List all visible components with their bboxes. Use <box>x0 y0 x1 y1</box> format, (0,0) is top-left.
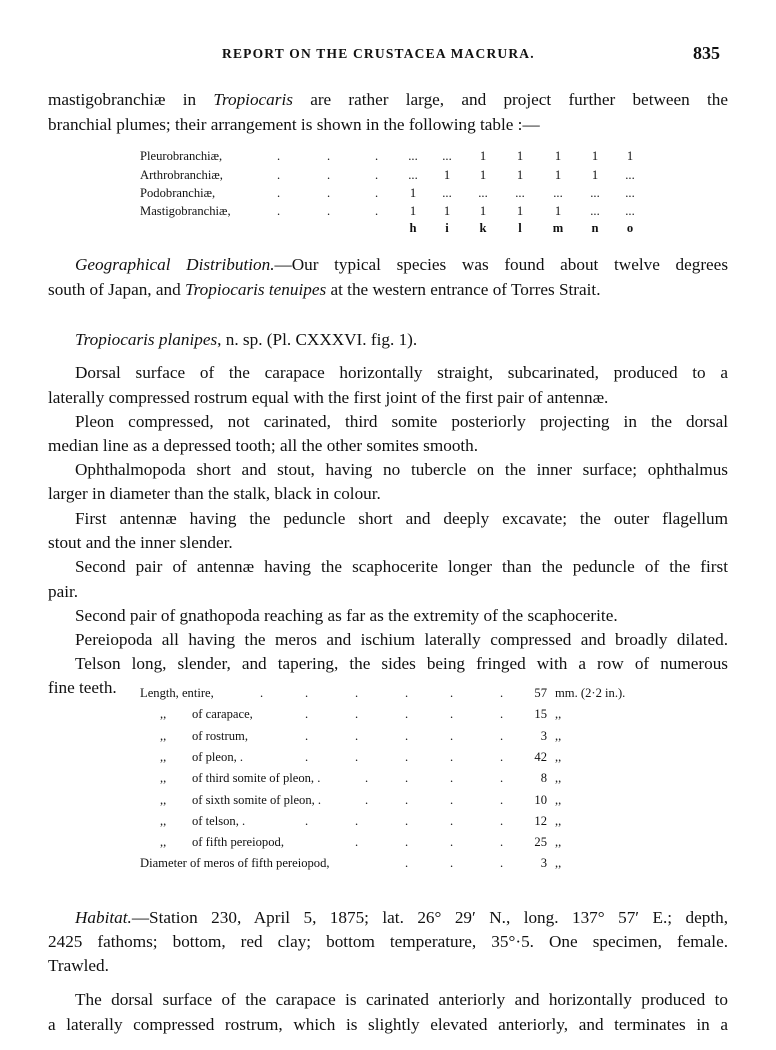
gill-cell: 1 <box>554 149 562 163</box>
measurement-value: 3 <box>540 728 547 743</box>
gill-cell: 1 <box>443 204 451 218</box>
leader-dot: . <box>500 771 504 786</box>
text-line <box>48 90 728 110</box>
text-line <box>75 908 728 928</box>
text-span: fine teeth. <box>48 678 117 697</box>
italic-text: Tropiocaris <box>213 90 293 109</box>
ditto-mark: ,, <box>160 835 167 850</box>
measurement-label: of rostrum, <box>192 728 248 743</box>
leader-dot: . <box>405 792 409 807</box>
text-span: Telson long, slender, and tapering, the sides being fringed with a row of numerous <box>75 654 728 673</box>
leader-dot: . <box>355 686 359 700</box>
text-line <box>75 654 728 674</box>
measurement-value: 15 <box>534 707 547 722</box>
leader-dot: . <box>327 149 331 163</box>
italic-text: Tropiocaris tenuipes <box>185 280 327 299</box>
ditto-mark: ,, <box>160 749 167 764</box>
measurement-label: Length, entire, <box>140 686 214 700</box>
measurement-value: 10 <box>534 792 547 807</box>
text-span: median line as a depressed tooth; all the other somites smooth. <box>48 436 479 455</box>
text-span: Ophthalmopoda short and stout, having no tubercle on the inner surface; ophthalmus <box>75 460 728 479</box>
measurement-value: 3 <box>540 856 547 871</box>
running-title: REPORT ON THE CRUSTACEA MACRURA. <box>222 46 535 61</box>
leader-dot: . <box>500 792 504 807</box>
leader-dot: . <box>260 686 264 700</box>
gill-column-letter: l <box>518 221 522 235</box>
gill-column-letter: k <box>479 221 487 235</box>
measurement-value: 8 <box>540 771 547 786</box>
italic-text: Tropiocaris planipes <box>75 330 218 349</box>
gill-cell: 1 <box>626 149 634 163</box>
ditto-mark: ,, <box>160 771 167 786</box>
leader-dot: . <box>450 728 454 743</box>
text-span: are rather large, and project further between the <box>292 90 728 109</box>
italic-text: Geographical Distribution. <box>75 255 275 274</box>
leader-dot: . <box>375 186 379 200</box>
leader-dot: . <box>327 168 331 182</box>
text-span: a laterally compressed rostrum, which is slightly elevated anteriorly, and terminates in a <box>48 1015 728 1034</box>
text-line <box>48 280 728 300</box>
gill-row-label: Mastigobranchiæ, <box>140 204 231 218</box>
text-line <box>75 509 728 529</box>
text-span: The dorsal surface of the carapace is carinated anteriorly and horizontally produced to <box>75 990 728 1009</box>
text-line <box>48 115 728 135</box>
text-line <box>75 330 728 350</box>
leader-dot: . <box>355 728 359 743</box>
text-line <box>48 436 728 456</box>
leader-dot: . <box>500 707 504 722</box>
measurement-value: 25 <box>534 835 547 850</box>
leader-dot: . <box>450 792 454 807</box>
leader-dot: . <box>500 728 504 743</box>
ditto-mark: ,, <box>160 707 167 722</box>
gill-cell: 1 <box>554 204 562 218</box>
leader-dot: . <box>405 813 409 828</box>
text-line <box>48 932 728 952</box>
gill-cell: 1 <box>591 149 599 163</box>
text-line <box>75 630 728 650</box>
measurement-label: Diameter of meros of fifth pereiopod, <box>140 856 330 871</box>
gill-column-letter: m <box>552 221 564 235</box>
text-span: pair. <box>48 582 79 601</box>
leader-dot: . <box>405 856 409 871</box>
leader-dot: . <box>450 771 454 786</box>
text-span: at the western entrance of Torres Strait. <box>326 280 601 299</box>
gill-cell: ... <box>625 204 635 218</box>
text-span: 2425 fathoms; bottom, red clay; bottom temperature, 35°·5. One specimen, female. <box>48 932 728 951</box>
gill-cell: ... <box>553 186 563 200</box>
gill-cell: ... <box>478 186 488 200</box>
measurement-label: of sixth somite of pleon, . <box>192 792 322 807</box>
leader-dot: . <box>500 835 504 850</box>
text-span: branchial plumes; their arrangement is shown in the following table :— <box>48 115 540 134</box>
measurement-unit: ,, <box>555 707 562 722</box>
gill-cell: 1 <box>516 149 524 163</box>
leader-dot: . <box>375 168 379 182</box>
leader-dot: . <box>405 686 409 700</box>
leader-dot: . <box>450 835 454 850</box>
gill-column-letter: n <box>591 221 599 235</box>
text-line <box>48 533 728 553</box>
gill-column-letter: h <box>409 221 417 235</box>
leader-dot: . <box>305 707 309 722</box>
text-line <box>75 363 728 383</box>
measurement-unit: ,, <box>555 856 562 871</box>
leader-dot: . <box>500 686 504 700</box>
text-span: , n. sp. (Pl. CXXXVI. fig. 1). <box>217 330 418 349</box>
text-span: mastigobranchiæ in <box>48 90 214 109</box>
leader-dot: . <box>327 204 331 218</box>
gill-cell: ... <box>590 186 600 200</box>
leader-dot: . <box>277 149 281 163</box>
gill-cell: ... <box>625 186 635 200</box>
gill-column-letter: o <box>626 221 634 235</box>
gill-column-letter: i <box>445 221 449 235</box>
leader-dot: . <box>405 749 409 764</box>
measurement-unit: ,, <box>555 749 562 764</box>
text-span: Second pair of gnathopoda reaching as far as the extremity of the scaphocerite. <box>75 606 618 625</box>
leader-dot: . <box>305 686 309 700</box>
text-span: Dorsal surface of the carapace horizontally straight, subcarinated, produced to a <box>75 363 728 382</box>
leader-dot: . <box>375 149 379 163</box>
gill-cell: 1 <box>516 168 524 182</box>
gill-row-label: Podobranchiæ, <box>140 186 216 200</box>
text-span: Pleon compressed, not carinated, third somite posteriorly projecting in the dorsal <box>75 412 728 431</box>
text-line <box>48 484 728 504</box>
text-span: Trawled. <box>48 956 109 975</box>
leader-dot: . <box>277 204 281 218</box>
measurement-label: of third somite of pleon, . <box>192 771 321 786</box>
ditto-mark: ,, <box>160 792 167 807</box>
text-span: First antennæ having the peduncle short and deeply excavate; the outer flagellum <box>75 509 728 528</box>
leader-dot: . <box>327 186 331 200</box>
ditto-mark: ,, <box>160 728 167 743</box>
text-span: larger in diameter than the stalk, black in colour. <box>48 484 381 503</box>
leader-dot: . <box>450 856 454 871</box>
leader-dot: . <box>500 749 504 764</box>
measurement-unit: ,, <box>555 835 562 850</box>
text-line <box>75 990 728 1010</box>
text-line <box>48 388 728 408</box>
leader-dot: . <box>450 749 454 764</box>
leader-dot: . <box>405 728 409 743</box>
italic-text: Habitat. <box>75 908 132 927</box>
gill-cell: 1 <box>479 168 487 182</box>
leader-dot: . <box>500 856 504 871</box>
leader-dot: . <box>305 728 309 743</box>
leader-dot: . <box>355 813 359 828</box>
measurement-value: 42 <box>534 749 547 764</box>
measurement-label: of fifth pereiopod, <box>192 835 284 850</box>
text-span: —Our typical species was found about twelve degrees <box>274 255 729 274</box>
gill-cell: 1 <box>516 204 524 218</box>
gill-row-label: Arthrobranchiæ, <box>140 168 223 182</box>
leader-dot: . <box>375 204 379 218</box>
text-span: south of Japan, and <box>48 280 185 299</box>
gill-cell: ... <box>408 168 418 182</box>
text-line <box>48 582 728 602</box>
measurement-unit: ,, <box>555 813 562 828</box>
gill-cell: 1 <box>554 168 562 182</box>
gill-cell: ... <box>625 168 635 182</box>
measurement-label: of telson, . <box>192 813 246 828</box>
leader-dot: . <box>305 813 309 828</box>
text-span: Second pair of antennæ having the scaphocerite longer than the peduncle of the first <box>75 557 728 576</box>
gill-cell: 1 <box>409 204 417 218</box>
ditto-mark: ,, <box>160 813 167 828</box>
text-span: —Station 230, April 5, 1875; lat. 26° 29′ N., long. 137° 57′ E.; depth, <box>131 908 728 927</box>
leader-dot: . <box>405 771 409 786</box>
measurement-label: of pleon, . <box>192 749 244 764</box>
text-span: Pereiopoda all having the meros and ischium laterally compressed and broadly dilated. <box>75 630 728 649</box>
text-line <box>75 255 728 275</box>
gill-cell: ... <box>515 186 525 200</box>
text-line <box>48 1015 728 1035</box>
leader-dot: . <box>405 835 409 850</box>
measurement-unit: ,, <box>555 771 562 786</box>
text-line <box>75 460 728 480</box>
leader-dot: . <box>355 749 359 764</box>
gill-cell: 1 <box>479 204 487 218</box>
measurement-unit: mm. (2·2 in.). <box>555 686 626 700</box>
measurement-value: 57 <box>534 686 547 700</box>
measurement-unit: ,, <box>555 792 562 807</box>
leader-dot: . <box>450 707 454 722</box>
gill-cell: ... <box>442 149 452 163</box>
leader-dot: . <box>355 835 359 850</box>
leader-dot: . <box>365 771 369 786</box>
leader-dot: . <box>450 813 454 828</box>
leader-dot: . <box>365 792 369 807</box>
measurement-label: of carapace, <box>192 707 253 722</box>
measurement-unit: ,, <box>555 728 562 743</box>
text-line <box>75 557 728 577</box>
gill-cell: ... <box>408 149 418 163</box>
leader-dot: . <box>277 168 281 182</box>
gill-cell: 1 <box>479 149 487 163</box>
leader-dot: . <box>500 813 504 828</box>
text-line <box>48 956 728 976</box>
leader-dot: . <box>405 707 409 722</box>
text-line <box>75 412 728 432</box>
gill-cell: 1 <box>591 168 599 182</box>
text-span: laterally compressed rostrum equal with the first joint of the first pair of antennæ. <box>48 388 609 407</box>
text-span: stout and the inner slender. <box>48 533 233 552</box>
measurement-value: 12 <box>534 813 547 828</box>
leader-dot: . <box>305 749 309 764</box>
gill-cell: ... <box>590 204 600 218</box>
page-number: 835 <box>693 43 720 63</box>
text-line <box>75 606 728 626</box>
leader-dot: . <box>355 707 359 722</box>
gill-cell: 1 <box>409 186 417 200</box>
leader-dot: . <box>450 686 454 700</box>
gill-cell: ... <box>442 186 452 200</box>
leader-dot: . <box>277 186 281 200</box>
gill-cell: 1 <box>443 168 451 182</box>
gill-row-label: Pleurobranchiæ, <box>140 149 223 163</box>
